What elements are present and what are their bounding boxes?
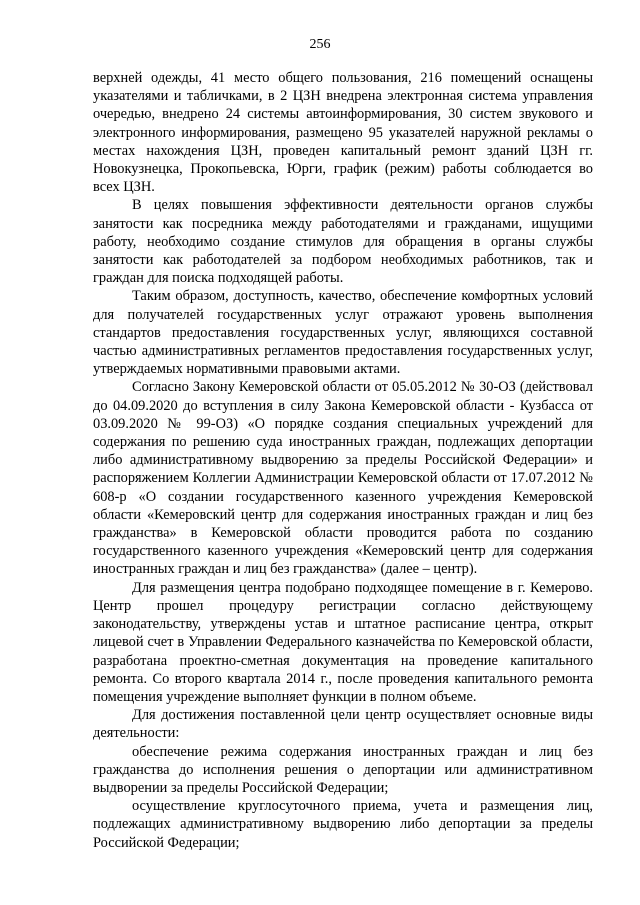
paragraph-law-reference: Согласно Закону Кемеровской области от 05.05.2012 № 30-ОЗ (действовал до 04.09.2020 до вступления в силу Закона Кемеровской области - Кузбасса от 03.09.2020 № 99-ОЗ) «О порядке создания специальных учреждений для содержания по решению суда иностранных граждан, подлежащих депортации либо административному выдворению за пределы Российской Федерации» и распоряжением Коллегии Администрации Кемеровской области от 17.07.2012 № 608-р «О создании государственного казенного учреждения Кемеровской области «Кемеровский центр для содержания иностранных граждан и лиц без гражданства» в Кемеровской области проводится работа по созданию государственного казенного учреждения «Кемеровский центр для содержания иностранных граждан и лиц без гражданства» (далее – центр). — [93, 379, 593, 578]
paragraph-center-premises: Для размещения центра подобрано подходящее помещение в г. Кемерово. Центр прошел процедуру регистрации согласно действующему законодательству, утверждены устав и штатное расписание центра, открыт лицевой счет в Управлении Федерального казначейства по Кемеровской области, разработана проектно-сметная документация на проведение капитального ремонта. Со второго квартала 2014 г., после проведения капитального ремонта помещения учреждение выполняет функции в полном объеме. — [93, 579, 593, 705]
paragraph-service-standards: Таким образом, доступность, качество, обеспечение комфортных условий для получателей государственных услуг отражают уровень выполнения стандартов предоставления государственных услуг, являющихся составной частью административных регламентов предоставления государственных услуг, утверждаемых нормативными правовыми актами. — [93, 288, 593, 378]
paragraph-continuation: верхней одежды, 41 место общего пользования, 216 помещений оснащены указателями и табличками, в 2 ЦЗН внедрена электронная система управления очередью, внедрено 24 системы автоинформирования, 30 систем звукового и электронного информирования, размещено 95 указателей наружной рекламы о местах нахождения ЦЗН, проведен капитальный ремонт зданий ЦЗН гг. Новокузнецка, Прокопьевска, Юрги, график (режим) работы соблюдается во всех ЦЗН. — [93, 70, 593, 196]
list-item-detention-regime: обеспечение режима содержания иностранных граждан и лиц без гражданства до исполнения решения о депортации или административном выдворении за пределы Российской Федерации; — [93, 743, 593, 796]
body-text — [93, 69, 593, 852]
paragraph-employment-service: В целях повышения эффективности деятельности органов службы занятости как посредника между работодателями и гражданами, ищущими работу, необходимо создание стимулов для обращения в органы службы занятости как работодателей за подбором необходимых работников, так и граждан для поиска подходящей работы. — [93, 197, 593, 287]
list-item-reception: осуществление круглосуточного приема, учета и размещения лиц, подлежащих административному выдворению либо депортации за пределы Российской Федерации; — [93, 798, 593, 851]
page-number: 256 — [309, 37, 331, 52]
paragraph-activities-intro: Для достижения поставленной цели центр осуществляет основные виды деятельности: — [93, 707, 593, 742]
